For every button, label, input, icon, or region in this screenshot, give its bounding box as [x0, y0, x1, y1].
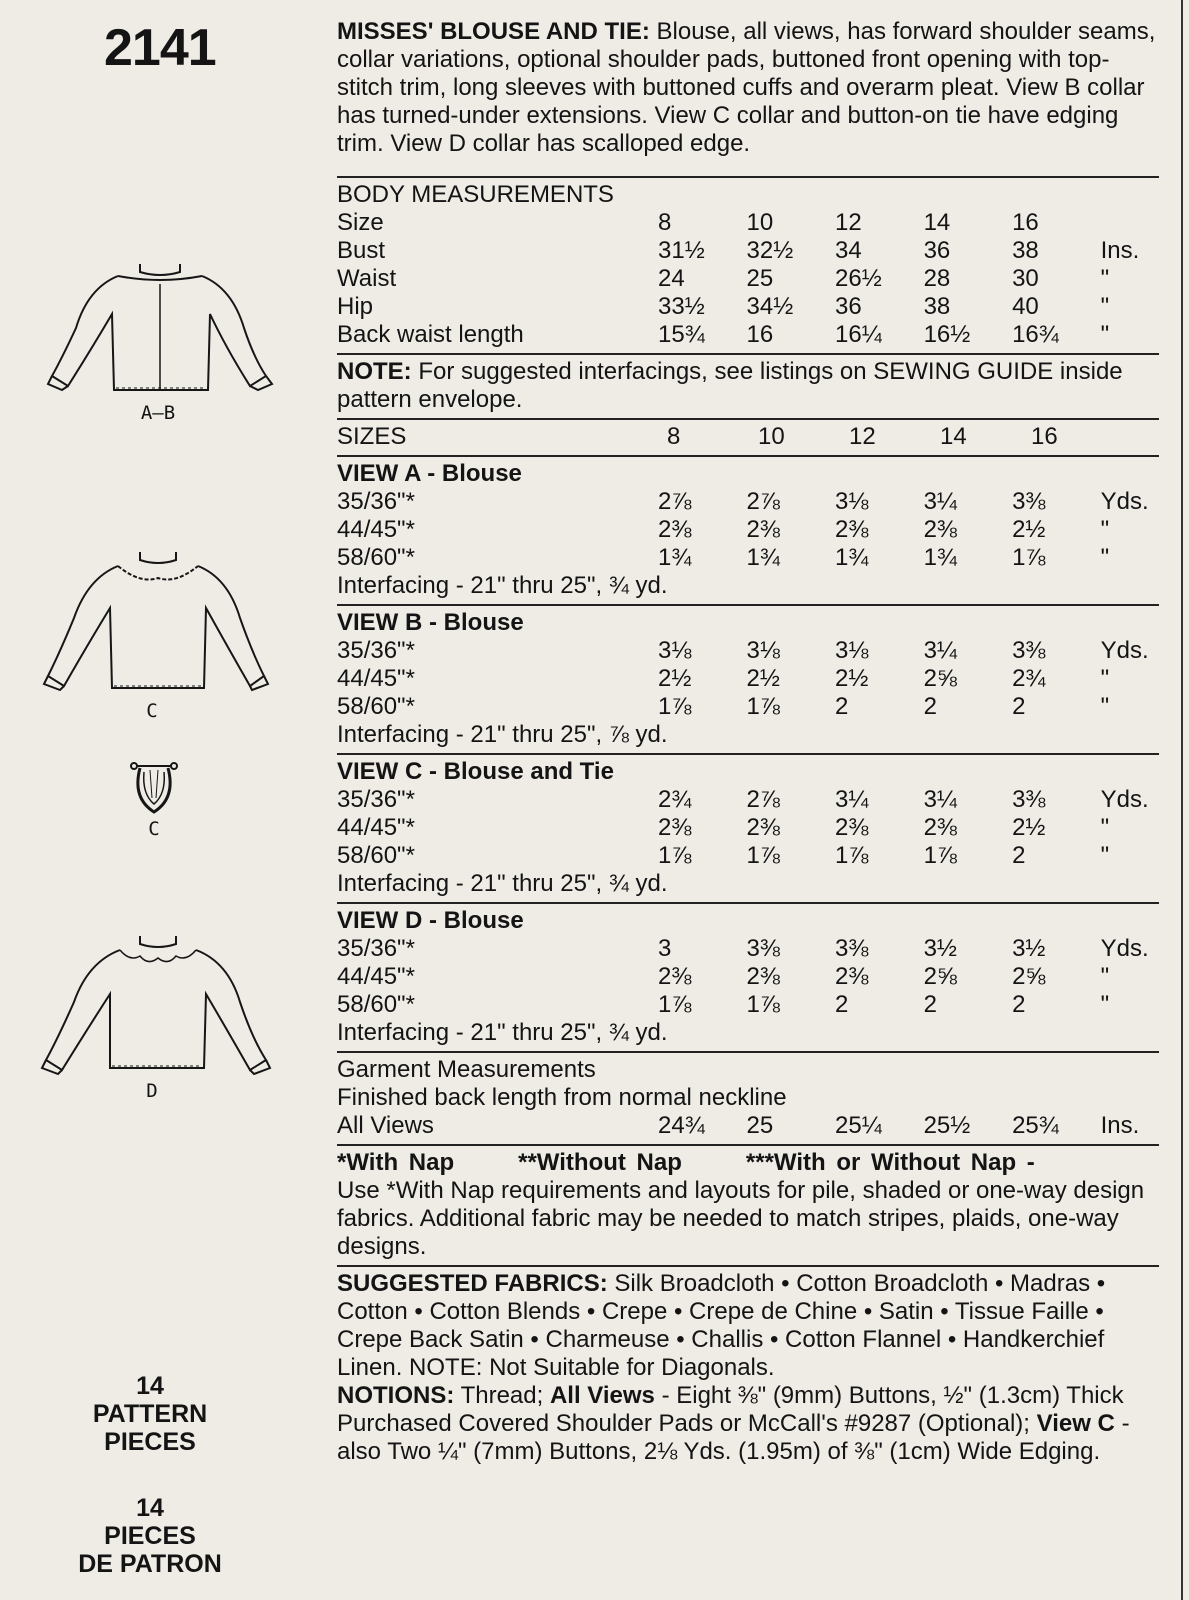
- row-label: 58/60"*: [337, 991, 415, 1018]
- row-value: 25¾: [1012, 1112, 1059, 1139]
- row-value: 16: [1012, 209, 1039, 236]
- row-value: 2: [923, 693, 937, 720]
- figure-label-d: D: [146, 1080, 158, 1102]
- row-label: 35/36"*: [337, 637, 415, 664]
- blouse-sketch-a-b: [40, 258, 280, 424]
- right-column: [337, 18, 1159, 1470]
- note-body: For suggested interfacings, see listings on SEWING GUIDE inside pattern envelope.: [337, 358, 1123, 413]
- row-value: 26½: [835, 265, 882, 292]
- body-measurements-heading: BODY MEASUREMENTS: [337, 181, 614, 208]
- row-unit: [1101, 209, 1159, 237]
- row-value: 2⅞: [746, 786, 780, 813]
- row-label: Hip: [337, 293, 374, 320]
- row-value: 25: [746, 1112, 774, 1139]
- row-value: 16¼: [835, 321, 882, 348]
- row-value: 2⅝: [1012, 963, 1046, 990]
- row-value: 2⅝: [923, 963, 957, 990]
- row-value: 2⅜: [923, 516, 957, 543]
- interfacing-line: Interfacing - 21" thru 25", ¾ yd.: [337, 870, 668, 897]
- row-value: 1⅞: [658, 842, 692, 869]
- row-value: 3½: [1012, 935, 1046, 962]
- view-yardage-section: [337, 904, 1159, 1051]
- measurement-row: [337, 814, 1159, 842]
- view-heading: VIEW B - Blouse: [337, 609, 524, 636]
- body-measurements-table: [337, 209, 1159, 349]
- measurement-row: [337, 693, 1159, 721]
- garment-measurements-row: [337, 1112, 1159, 1140]
- row-value: 3⅜: [835, 935, 869, 962]
- suggested-fabrics-label: SUGGESTED FABRICS:: [337, 1270, 608, 1297]
- row-unit: ": [1100, 814, 1110, 841]
- row-value: 3¼: [923, 637, 957, 664]
- row-value: 2⅜: [746, 516, 780, 543]
- suggested-fabrics-text: Silk Broadcloth • Cotton Broadcloth • Madras • Cotton • Cotton Blends • Crepe • Crepe de Chine • Satin • Tissue Faille • Crepe Back Satin • Charmeuse • Challis • Cotton Flannel • Handkerchief Linen. NOTE: Not Suitable for Diagonals.: [337, 1270, 1106, 1381]
- row-unit: ": [1100, 665, 1110, 692]
- interfacing-line: Interfacing - 21" thru 25", ¾ yd.: [337, 1019, 668, 1046]
- row-label: 44/45"*: [337, 814, 415, 841]
- row-value: 24¾: [658, 1112, 705, 1139]
- row-label: 35/36"*: [337, 786, 415, 813]
- measurement-row: [337, 265, 1159, 293]
- figure-label-tie-c: C: [148, 818, 160, 840]
- row-value: 25½: [923, 1112, 971, 1139]
- figure-label-c: C: [146, 700, 158, 722]
- row-unit: ": [1100, 293, 1110, 320]
- row-value: 36: [835, 293, 862, 320]
- suggested-fabrics: [337, 1270, 1159, 1382]
- pattern-title: MISSES' BLOUSE AND TIE:: [337, 18, 650, 45]
- measurement-row: [337, 935, 1159, 963]
- row-unit: Yds.: [1100, 786, 1149, 813]
- row-label: SIZES: [337, 423, 407, 450]
- row-value: 36: [923, 237, 951, 264]
- row-value: 2⅜: [835, 516, 869, 543]
- tie-sketch-c: [120, 758, 190, 840]
- notions-all-views-label: All Views: [549, 1382, 655, 1409]
- notions-thread: Thread;: [460, 1382, 544, 1409]
- row-value: 3⅛: [746, 637, 780, 664]
- row-value: 2⅞: [658, 488, 692, 515]
- row-value: 1⅞: [746, 693, 780, 720]
- row-label: Bust: [337, 237, 386, 264]
- row-value: 3: [658, 935, 672, 962]
- row-value: 12: [849, 423, 876, 450]
- nap-legend: [337, 1149, 1159, 1177]
- row-value: 3¼: [923, 786, 957, 813]
- pattern-pieces-line2: PIECES: [104, 1428, 196, 1456]
- right-edge-rule: [1181, 0, 1183, 1600]
- row-unit: ": [1100, 321, 1110, 348]
- measurement-row: [337, 963, 1159, 991]
- pattern-description: [337, 18, 1159, 158]
- measurement-row: [337, 237, 1159, 265]
- row-value: 14: [923, 209, 951, 236]
- sizes-section: [337, 420, 1159, 455]
- left-column: [0, 0, 320, 1600]
- row-label: 44/45"*: [337, 963, 415, 990]
- row-value: 2⅜: [746, 963, 780, 990]
- row-value: 3¼: [835, 786, 869, 813]
- row-label: 44/45"*: [337, 516, 415, 543]
- interfacing-line: Interfacing - 21" thru 25", ⅞ yd.: [337, 721, 668, 748]
- measurement-row: [337, 991, 1159, 1019]
- row-label: 35/36"*: [337, 488, 415, 515]
- row-value: 33½: [658, 293, 705, 320]
- row-value: 10: [758, 423, 785, 450]
- garment-measurements-section: [337, 1053, 1159, 1144]
- row-value: 2⅞: [746, 488, 780, 515]
- interfacing-line: Interfacing - 21" thru 25", ¾ yd.: [337, 572, 668, 599]
- row-unit: Yds.: [1100, 637, 1149, 664]
- notions-all-views-text: - Eight ⅜" (9mm) Buttons, ½" (1.3cm) Thick Purchased Covered Shoulder Pads or McCall's #9287 (Optional);: [337, 1382, 1124, 1437]
- row-value: 3⅜: [1012, 488, 1046, 515]
- notions-label: NOTIONS:: [337, 1382, 455, 1409]
- row-value: 1⅞: [1012, 544, 1046, 571]
- row-value: 1¾: [923, 544, 957, 571]
- row-value: 16¾: [1012, 321, 1059, 348]
- row-value: 2⅜: [658, 963, 692, 990]
- row-value: 2⅝: [923, 665, 957, 692]
- row-unit: ": [1100, 991, 1110, 1018]
- pattern-pieces-line1: PATTERN: [92, 1400, 208, 1428]
- row-unit: ": [1100, 544, 1110, 571]
- view-heading: VIEW C - Blouse and Tie: [337, 758, 614, 785]
- row-value: 28: [923, 265, 951, 292]
- row-value: 2: [1012, 693, 1026, 720]
- body-measurements-section: [337, 178, 1159, 353]
- measurement-row: [337, 423, 1159, 451]
- row-value: 16: [1031, 423, 1058, 450]
- row-value: 3⅛: [658, 637, 692, 664]
- row-unit: ": [1100, 516, 1110, 543]
- row-label: Size: [337, 209, 384, 236]
- garment-measurements-subheading: Finished back length from normal neckline: [337, 1084, 787, 1111]
- row-value: 2⅜: [835, 963, 869, 990]
- row-value: 2: [835, 991, 849, 1018]
- row-value: 3⅜: [1012, 637, 1046, 664]
- figure-label-a-b: A—B: [140, 402, 176, 424]
- row-unit: ": [1100, 963, 1110, 990]
- pattern-pieces-count: 14: [136, 1372, 164, 1400]
- pieces-de-patron-line1: PIECES: [104, 1522, 196, 1550]
- measurement-row: [337, 1112, 1159, 1140]
- sizes-header-row: [337, 423, 1159, 451]
- note-label: NOTE:: [337, 358, 412, 385]
- row-unit: ": [1100, 693, 1110, 720]
- garment-measurements-heading: Garment Measurements: [337, 1056, 596, 1083]
- row-value: 3¼: [923, 488, 957, 515]
- view-heading: VIEW A - Blouse: [337, 460, 522, 487]
- row-label: Waist: [337, 265, 397, 292]
- row-unit: Yds.: [1100, 488, 1149, 515]
- blouse-sketch-d: [36, 932, 276, 1102]
- row-value: 2: [1012, 842, 1026, 869]
- row-value: 1⅞: [746, 991, 780, 1018]
- row-label: 35/36"*: [337, 935, 415, 962]
- row-value: 34½: [746, 293, 794, 320]
- pattern-description-text: Blouse, all views, has forward shoulder seams, collar variations, optional shoulder pads, buttoned front opening with top-stitch trim, long sleeves with buttoned cuffs and overarm pleat. View B collar has turned-under extensions. View C collar and button-on tie have edging trim. View D collar has scalloped edge.: [337, 18, 1156, 157]
- row-unit: ": [1100, 265, 1110, 292]
- pieces-de-patron-count: 14: [136, 1494, 164, 1522]
- row-value: 8: [658, 209, 672, 236]
- row-value: 1⅞: [835, 842, 869, 869]
- view-yardage-section: [337, 606, 1159, 753]
- nap-section: [337, 1146, 1159, 1265]
- pieces-de-patron-line2: DE PATRON: [78, 1550, 222, 1578]
- row-value: 2½: [1012, 516, 1046, 543]
- row-value: 1⅞: [658, 693, 692, 720]
- row-value: 12: [835, 209, 862, 236]
- row-unit: ": [1100, 842, 1110, 869]
- row-value: 3½: [923, 935, 957, 962]
- row-value: 32½: [746, 237, 794, 264]
- row-label: 44/45"*: [337, 665, 415, 692]
- row-label: Back waist length: [337, 321, 524, 348]
- row-value: 3⅛: [835, 637, 869, 664]
- row-value: 1¾: [835, 544, 869, 571]
- with-or-without-nap-label: ***With or Without Nap -: [745, 1149, 1035, 1176]
- row-value: 2: [1012, 991, 1026, 1018]
- row-value: 38: [923, 293, 951, 320]
- row-value: 8: [667, 423, 681, 450]
- note-text: [337, 358, 1159, 414]
- row-value: 2¾: [1012, 665, 1046, 692]
- note-section: [337, 355, 1159, 418]
- measurement-row: [337, 544, 1159, 572]
- row-value: 25¼: [835, 1112, 882, 1139]
- row-value: 16½: [923, 321, 971, 348]
- with-nap-label: *With Nap: [337, 1149, 455, 1176]
- row-value: 25: [746, 265, 774, 292]
- row-value: 15¾: [658, 321, 705, 348]
- measurement-row: [337, 321, 1159, 349]
- row-value: 2: [835, 693, 849, 720]
- row-value: 3⅜: [746, 935, 780, 962]
- pattern-pieces-english: [60, 1372, 240, 1456]
- row-value: 30: [1012, 265, 1039, 292]
- row-value: 2½: [658, 665, 692, 692]
- measurement-row: [337, 786, 1159, 814]
- row-value: 3⅜: [1012, 786, 1046, 813]
- row-value: 10: [746, 209, 774, 236]
- row-value: 1⅞: [746, 842, 780, 869]
- measurement-row: [337, 842, 1159, 870]
- view-yardage-section: [337, 457, 1159, 604]
- row-unit: Ins.: [1100, 1112, 1140, 1139]
- row-value: 1⅞: [923, 842, 957, 869]
- nap-text: Use *With Nap requirements and layouts for pile, shaded or one-way design fabrics. Additional fabric may be needed to match stripes, plaids, one-way designs.: [337, 1177, 1145, 1260]
- row-value: 2½: [835, 665, 869, 692]
- row-value: 16: [746, 321, 774, 348]
- measurement-row: [337, 293, 1159, 321]
- row-value: 38: [1012, 237, 1039, 264]
- view-yardage-section: [337, 755, 1159, 902]
- row-value: 2: [923, 991, 937, 1018]
- measurement-row: [337, 209, 1159, 237]
- measurement-row: [337, 488, 1159, 516]
- row-value: 24: [658, 265, 685, 292]
- without-nap-label: **Without Nap: [518, 1149, 682, 1176]
- row-value: 2⅜: [835, 814, 869, 841]
- row-value: 40: [1012, 293, 1039, 320]
- row-value: 2½: [746, 665, 780, 692]
- row-value: 2⅜: [923, 814, 957, 841]
- row-value: 1¾: [658, 544, 692, 571]
- row-label: 58/60"*: [337, 544, 415, 571]
- row-label: 58/60"*: [337, 693, 415, 720]
- notions: [337, 1382, 1159, 1466]
- row-value: 34: [835, 237, 862, 264]
- pattern-pieces-french: [60, 1494, 240, 1578]
- row-value: 2⅜: [658, 516, 692, 543]
- measurement-row: [337, 516, 1159, 544]
- view-heading: VIEW D - Blouse: [337, 907, 524, 934]
- row-value: 2½: [1012, 814, 1046, 841]
- row-value: 2⅜: [746, 814, 780, 841]
- notions-view-c-label: View C: [1036, 1410, 1115, 1437]
- notions-view-c-text: - also Two ¼" (7mm) Buttons, 2⅛ Yds. (1.95m) of ⅜" (1cm) Wide Edging.: [337, 1410, 1130, 1465]
- row-value: 2⅜: [658, 814, 692, 841]
- row-value: 14: [940, 423, 967, 450]
- fabrics-notions-section: [337, 1267, 1159, 1470]
- row-unit: Yds.: [1100, 935, 1149, 962]
- row-unit: Ins.: [1100, 237, 1140, 264]
- yardage-views: [337, 455, 1159, 1051]
- row-value: 31½: [658, 237, 705, 264]
- row-label: 58/60"*: [337, 842, 415, 869]
- row-label: All Views: [337, 1112, 434, 1139]
- measurement-row: [337, 665, 1159, 693]
- row-value: 1⅞: [658, 991, 692, 1018]
- row-value: 2¾: [658, 786, 692, 813]
- pattern-number: 2141: [104, 19, 216, 77]
- blouse-sketch-c: [36, 548, 276, 722]
- row-value: 1¾: [746, 544, 780, 571]
- row-value: 3⅛: [835, 488, 869, 515]
- measurement-row: [337, 637, 1159, 665]
